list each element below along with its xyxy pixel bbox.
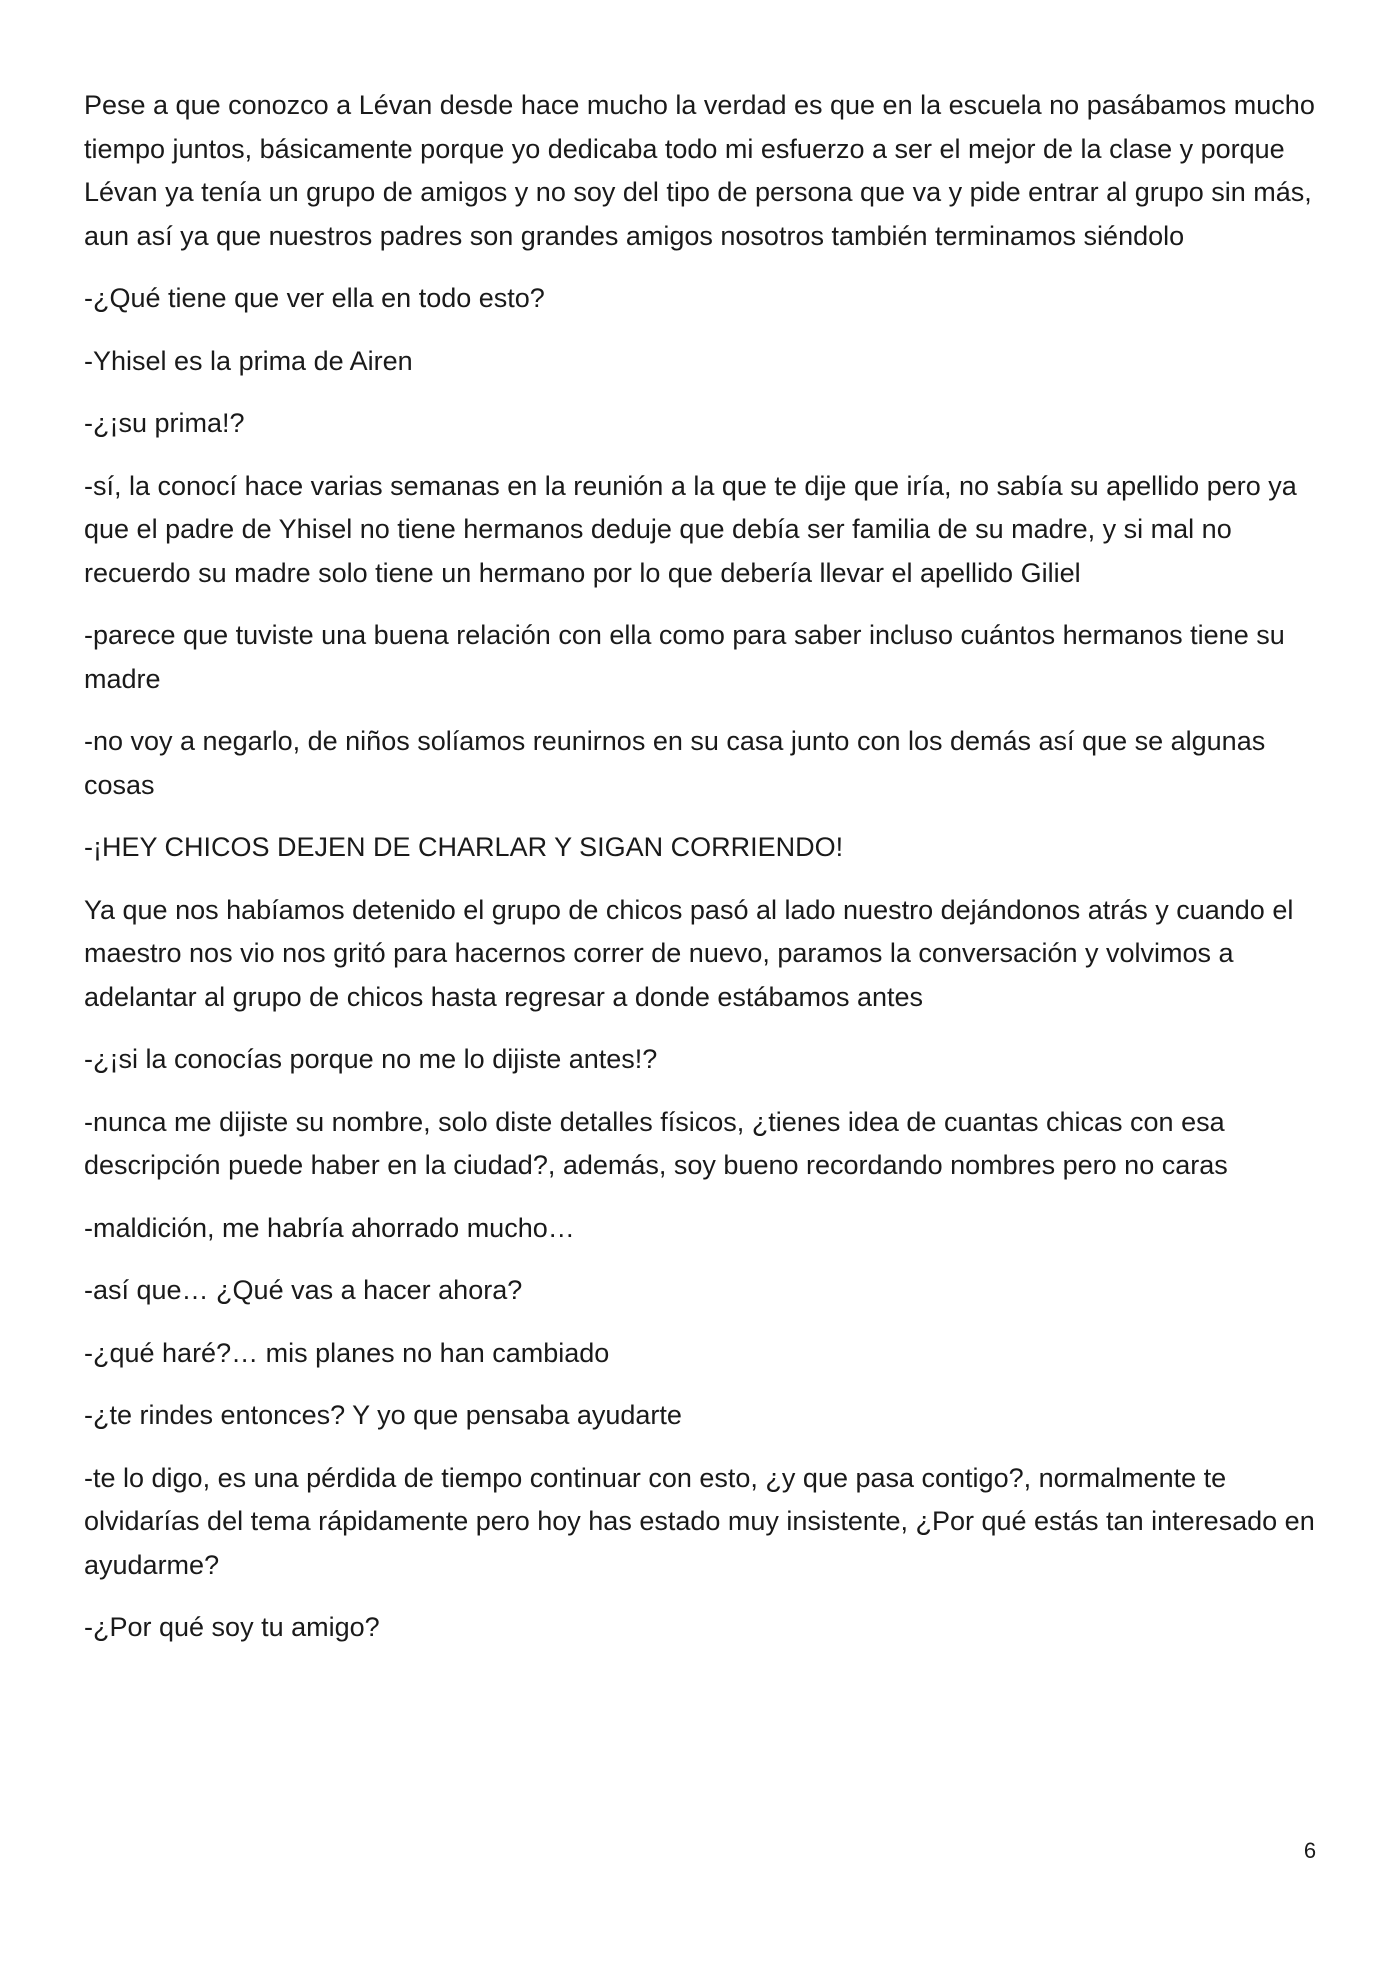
paragraph-dialogue: -no voy a negarlo, de niños solíamos reunirnos en su casa junto con los demás así que se algunas cosas [84, 726, 1266, 800]
paragraph-dialogue: -sí, la conocí hace varias semanas en la reunión a la que te dije que iría, no sabía su apellido pero ya que el padre de Yhisel no tiene hermanos deduje que debía ser familia de su madre, y si mal no recuerdo su madre solo tiene un hermano por lo que debería llevar el apellido Giliel [84, 470, 1297, 588]
paragraph-dialogue: -¿Qué tiene que ver ella en todo esto? [84, 283, 545, 313]
paragraph-dialogue: -¡HEY CHICOS DEJEN DE CHARLAR Y SIGAN CORRIENDO! [84, 832, 844, 862]
paragraph-dialogue: -¿te rindes entonces? Y yo que pensaba ayudarte [84, 1400, 682, 1430]
body-text [84, 84, 1324, 1669]
paragraph-dialogue: -¿¡si la conocías porque no me lo dijiste antes!? [84, 1044, 658, 1074]
paragraph-dialogue: -¿qué haré?… mis planes no han cambiado [84, 1337, 610, 1368]
paragraph-narration: Pese a que conozco a Lévan desde hace mucho la verdad es que en la escuela no pasábamos mucho tiempo juntos, básicamente porque yo dedicaba todo mi esfuerzo a ser el mejor de la clase y porque Lévan ya tenía un grupo de amigos y no soy del tipo de persona que va y pide entrar al grupo sin más, aun así ya que nuestros padres son grandes amigos nosotros también terminamos siéndolo [84, 90, 1315, 251]
paragraph-dialogue: -Yhisel es la prima de Airen [84, 345, 413, 376]
paragraph-dialogue: -¿Por qué soy tu amigo? [84, 1612, 380, 1642]
paragraph-dialogue: -te lo digo, es una pérdida de tiempo continuar con esto, ¿y que pasa contigo?, normalmente te olvidarías del tema rápidamente pero hoy has estado muy insistente, ¿Por qué estás tan interesado en ayudarme? [84, 1462, 1315, 1580]
page-number: 6 [1303, 1838, 1317, 1863]
paragraph-narration: Ya que nos habíamos detenido el grupo de chicos pasó al lado nuestro dejándonos atrás y cuando el maestro nos vio nos gritó para hacernos correr de nuevo, paramos la conversación y volvimos a adelantar al grupo de chicos hasta regresar a donde estábamos antes [84, 894, 1294, 1012]
paragraph-dialogue: -nunca me dijiste su nombre, solo diste detalles físicos, ¿tienes idea de cuantas chicas con esa descripción puede haber en la ciudad?, además, soy bueno recordando nombres pero no caras [84, 1106, 1228, 1180]
paragraph-dialogue: -maldición, me habría ahorrado mucho… [84, 1212, 575, 1243]
paragraph-dialogue: -¿¡su prima!? [84, 408, 245, 438]
paragraph-dialogue: -así que… ¿Qué vas a hacer ahora? [84, 1275, 523, 1305]
paragraph-dialogue: -parece que tuviste una buena relación con ella como para saber incluso cuántos hermanos tiene su madre [84, 620, 1285, 694]
